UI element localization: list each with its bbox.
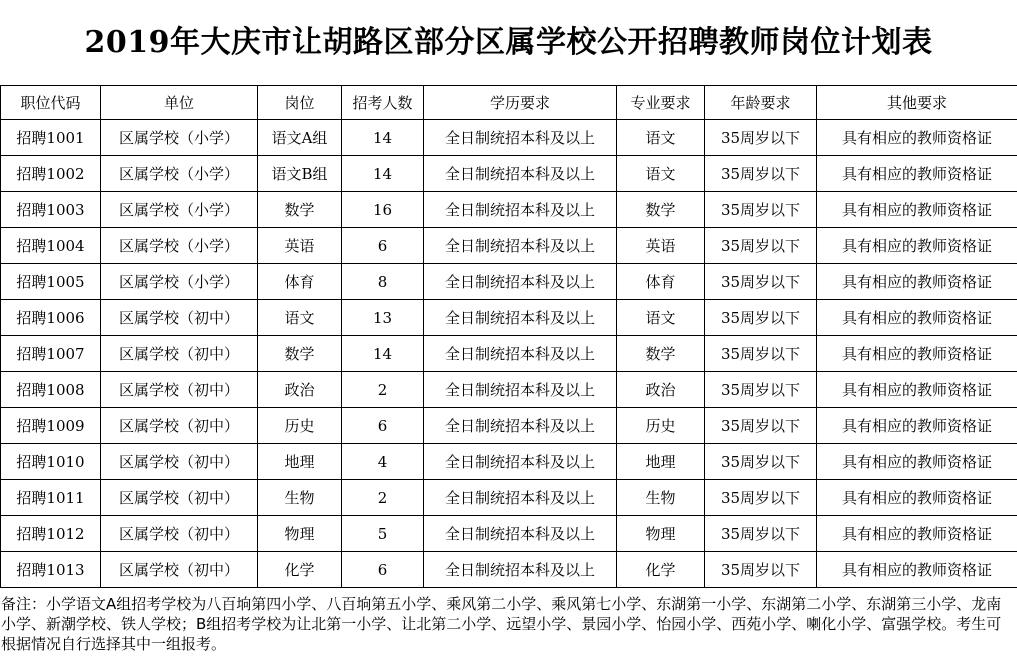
cell-education: 全日制统招本科及以上 xyxy=(424,408,617,444)
footnote: 备注：小学语文A组招考学校为八百垧第四小学、八百垧第五小学、乘风第二小学、乘风第七小学、东湖第一小学、东湖第二小学、东湖第三小学、龙南小学、新潮学校、铁人学校；B组招考学校为让北第一小学、让北第二小学、远望小学、景园小学、怡园小学、西苑小学、喇化小学、富强学校。考生可根据情况自行选择其中一组报考。 xyxy=(1,595,1002,653)
cell-other: 具有相应的教师资格证 xyxy=(817,336,1017,372)
cell-major: 数学 xyxy=(617,336,705,372)
table-row xyxy=(1,300,1017,336)
cell-education: 全日制统招本科及以上 xyxy=(424,372,617,408)
cell-education: 全日制统招本科及以上 xyxy=(424,516,617,552)
cell-count: 14 xyxy=(342,156,424,192)
cell-code: 招聘1011 xyxy=(1,480,101,516)
table-row xyxy=(1,516,1017,552)
table-body xyxy=(1,120,1017,588)
cell-age: 35周岁以下 xyxy=(705,228,817,264)
cell-count: 14 xyxy=(342,120,424,156)
cell-unit: 区属学校（初中） xyxy=(101,552,258,588)
cell-age: 35周岁以下 xyxy=(705,408,817,444)
table-row xyxy=(1,156,1017,192)
cell-major: 语文 xyxy=(617,300,705,336)
recruitment-table xyxy=(0,85,1017,588)
table-row xyxy=(1,264,1017,300)
cell-count: 13 xyxy=(342,300,424,336)
cell-major: 地理 xyxy=(617,444,705,480)
cell-count: 6 xyxy=(342,228,424,264)
cell-other: 具有相应的教师资格证 xyxy=(817,408,1017,444)
header-unit: 单位 xyxy=(101,86,258,120)
cell-count: 14 xyxy=(342,336,424,372)
cell-major: 数学 xyxy=(617,192,705,228)
cell-other: 具有相应的教师资格证 xyxy=(817,156,1017,192)
cell-age: 35周岁以下 xyxy=(705,444,817,480)
cell-code: 招聘1009 xyxy=(1,408,101,444)
table-row xyxy=(1,444,1017,480)
cell-code: 招聘1003 xyxy=(1,192,101,228)
cell-unit: 区属学校（初中） xyxy=(101,372,258,408)
cell-code: 招聘1007 xyxy=(1,336,101,372)
cell-major: 政治 xyxy=(617,372,705,408)
cell-post: 英语 xyxy=(258,228,342,264)
cell-unit: 区属学校（小学） xyxy=(101,120,258,156)
cell-education: 全日制统招本科及以上 xyxy=(424,444,617,480)
cell-age: 35周岁以下 xyxy=(705,192,817,228)
cell-post: 政治 xyxy=(258,372,342,408)
cell-major: 化学 xyxy=(617,552,705,588)
cell-age: 35周岁以下 xyxy=(705,336,817,372)
cell-major: 物理 xyxy=(617,516,705,552)
cell-count: 6 xyxy=(342,408,424,444)
cell-other: 具有相应的教师资格证 xyxy=(817,264,1017,300)
cell-code: 招聘1008 xyxy=(1,372,101,408)
table-row xyxy=(1,228,1017,264)
cell-unit: 区属学校（小学） xyxy=(101,264,258,300)
cell-other: 具有相应的教师资格证 xyxy=(817,516,1017,552)
cell-post: 体育 xyxy=(258,264,342,300)
cell-post: 历史 xyxy=(258,408,342,444)
cell-age: 35周岁以下 xyxy=(705,552,817,588)
cell-code: 招聘1012 xyxy=(1,516,101,552)
table-row xyxy=(1,552,1017,588)
cell-education: 全日制统招本科及以上 xyxy=(424,552,617,588)
page-title: 2019年大庆市让胡路区部分区属学校公开招聘教师岗位计划表 xyxy=(84,25,933,60)
cell-post: 化学 xyxy=(258,552,342,588)
cell-education: 全日制统招本科及以上 xyxy=(424,264,617,300)
cell-unit: 区属学校（初中） xyxy=(101,300,258,336)
cell-other: 具有相应的教师资格证 xyxy=(817,228,1017,264)
cell-post: 物理 xyxy=(258,516,342,552)
table-header-row xyxy=(1,86,1017,120)
cell-unit: 区属学校（初中） xyxy=(101,480,258,516)
cell-major: 历史 xyxy=(617,408,705,444)
cell-unit: 区属学校（小学） xyxy=(101,156,258,192)
cell-unit: 区属学校（初中） xyxy=(101,336,258,372)
cell-code: 招聘1001 xyxy=(1,120,101,156)
cell-age: 35周岁以下 xyxy=(705,516,817,552)
cell-other: 具有相应的教师资格证 xyxy=(817,480,1017,516)
table-row xyxy=(1,408,1017,444)
cell-age: 35周岁以下 xyxy=(705,372,817,408)
cell-code: 招聘1002 xyxy=(1,156,101,192)
cell-post: 地理 xyxy=(258,444,342,480)
header-age: 年龄要求 xyxy=(705,86,817,120)
cell-other: 具有相应的教师资格证 xyxy=(817,552,1017,588)
table-row xyxy=(1,336,1017,372)
cell-post: 数学 xyxy=(258,192,342,228)
cell-unit: 区属学校（小学） xyxy=(101,192,258,228)
cell-other: 具有相应的教师资格证 xyxy=(817,192,1017,228)
cell-unit: 区属学校（小学） xyxy=(101,228,258,264)
cell-major: 生物 xyxy=(617,480,705,516)
cell-major: 语文 xyxy=(617,156,705,192)
cell-count: 8 xyxy=(342,264,424,300)
cell-education: 全日制统招本科及以上 xyxy=(424,192,617,228)
cell-post: 生物 xyxy=(258,480,342,516)
table-row xyxy=(1,372,1017,408)
cell-code: 招聘1013 xyxy=(1,552,101,588)
cell-post: 语文B组 xyxy=(258,156,342,192)
cell-unit: 区属学校（初中） xyxy=(101,516,258,552)
cell-age: 35周岁以下 xyxy=(705,120,817,156)
cell-other: 具有相应的教师资格证 xyxy=(817,444,1017,480)
cell-code: 招聘1010 xyxy=(1,444,101,480)
header-other: 其他要求 xyxy=(817,86,1017,120)
cell-age: 35周岁以下 xyxy=(705,300,817,336)
cell-education: 全日制统招本科及以上 xyxy=(424,228,617,264)
cell-other: 具有相应的教师资格证 xyxy=(817,372,1017,408)
cell-age: 35周岁以下 xyxy=(705,480,817,516)
cell-count: 5 xyxy=(342,516,424,552)
table-row xyxy=(1,120,1017,156)
cell-education: 全日制统招本科及以上 xyxy=(424,336,617,372)
cell-post: 语文A组 xyxy=(258,120,342,156)
cell-education: 全日制统招本科及以上 xyxy=(424,480,617,516)
cell-count: 16 xyxy=(342,192,424,228)
cell-education: 全日制统招本科及以上 xyxy=(424,120,617,156)
cell-age: 35周岁以下 xyxy=(705,156,817,192)
cell-code: 招聘1005 xyxy=(1,264,101,300)
header-education: 学历要求 xyxy=(424,86,617,120)
cell-code: 招聘1006 xyxy=(1,300,101,336)
header-post: 岗位 xyxy=(258,86,342,120)
cell-other: 具有相应的教师资格证 xyxy=(817,300,1017,336)
cell-post: 数学 xyxy=(258,336,342,372)
cell-count: 2 xyxy=(342,480,424,516)
cell-code: 招聘1004 xyxy=(1,228,101,264)
cell-education: 全日制统招本科及以上 xyxy=(424,300,617,336)
cell-major: 英语 xyxy=(617,228,705,264)
cell-major: 语文 xyxy=(617,120,705,156)
header-major: 专业要求 xyxy=(617,86,705,120)
cell-unit: 区属学校（初中） xyxy=(101,444,258,480)
cell-post: 语文 xyxy=(258,300,342,336)
cell-count: 4 xyxy=(342,444,424,480)
cell-other: 具有相应的教师资格证 xyxy=(817,120,1017,156)
table-row xyxy=(1,192,1017,228)
header-count: 招考人数 xyxy=(342,86,424,120)
cell-unit: 区属学校（初中） xyxy=(101,408,258,444)
header-code: 职位代码 xyxy=(1,86,101,120)
table-row xyxy=(1,480,1017,516)
cell-count: 2 xyxy=(342,372,424,408)
cell-count: 6 xyxy=(342,552,424,588)
cell-major: 体育 xyxy=(617,264,705,300)
cell-age: 35周岁以下 xyxy=(705,264,817,300)
cell-education: 全日制统招本科及以上 xyxy=(424,156,617,192)
